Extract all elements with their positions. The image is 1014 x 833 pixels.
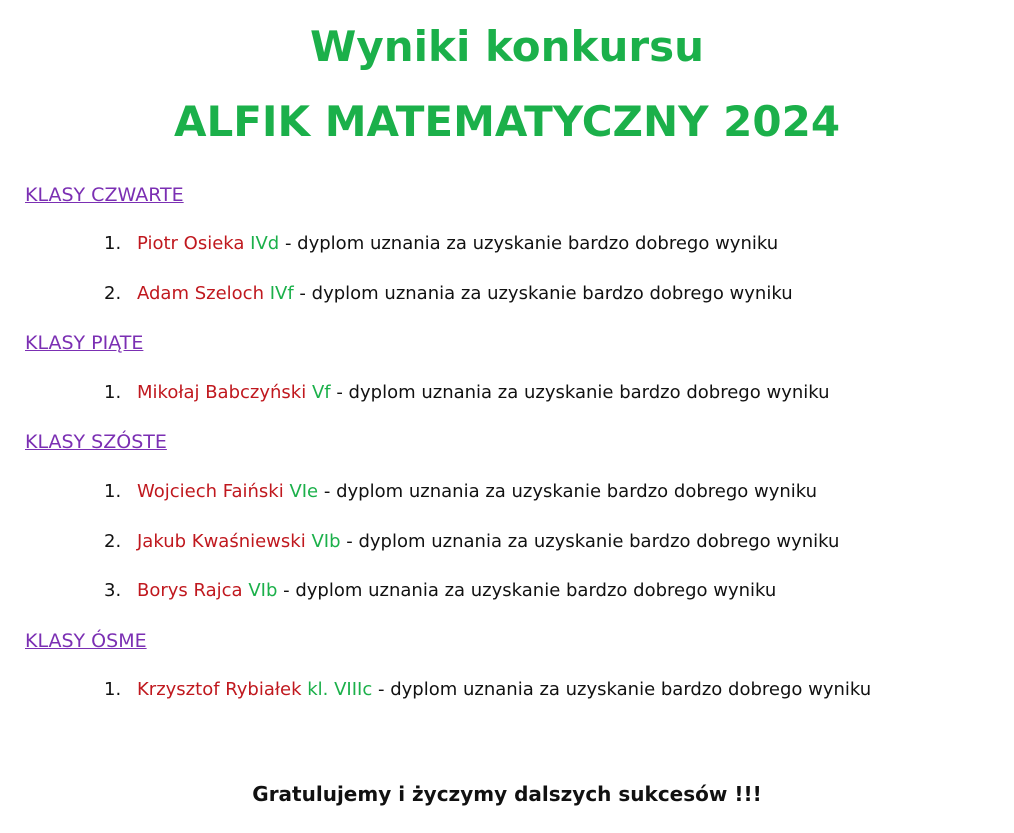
list-number: 1. (104, 233, 122, 254)
list-item (104, 381, 830, 405)
award-text: - dyplom uznania za uzyskanie bardzo dobrego wyniku (346, 531, 840, 552)
student-class: IVf (269, 283, 294, 304)
list-number: 1. (104, 481, 122, 502)
award-text: - dyplom uznania za uzyskanie bardzo dobrego wyniku (336, 382, 830, 403)
award-text: - dyplom uznania za uzyskanie bardzo dobrego wyniku (283, 580, 777, 601)
award-text: - dyplom uznania za uzyskanie bardzo dobrego wyniku (284, 233, 779, 254)
page-title: Wyniki konkursu (310, 22, 704, 71)
student-class: VIb (311, 531, 341, 552)
award-text: - dyplom uznania za uzyskanie bardzo dobrego wyniku (323, 481, 818, 502)
student-name: Borys Rajca (137, 580, 243, 601)
list-item (104, 579, 776, 603)
congratulations-footer: Gratulujemy i życzymy dalszych sukcesów !!! (252, 782, 762, 806)
list-item (104, 480, 817, 504)
list-item (104, 678, 871, 702)
list-number: 2. (104, 283, 122, 304)
student-name: Wojciech Faiński (137, 481, 284, 502)
student-name: Jakub Kwaśniewski (137, 531, 306, 552)
section-heading-sixth-grade: KLASY SZÓSTE (25, 431, 167, 453)
student-name: Adam Szeloch (137, 283, 264, 304)
award-text: - dyplom uznania za uzyskanie bardzo dobrego wyniku (299, 283, 793, 304)
student-class: kl. VIIIc (307, 679, 373, 700)
list-number: 3. (104, 580, 122, 601)
student-class: IVd (250, 233, 280, 254)
student-class: VIb (248, 580, 278, 601)
student-name: Piotr Osieka (137, 233, 245, 254)
section-heading-eighth-grade: KLASY ÓSME (25, 630, 147, 652)
contest-title: ALFIK MATEMATYCZNY 2024 (173, 97, 841, 146)
section-heading-fifth-grade: KLASY PIĄTE (25, 332, 144, 354)
student-class: Vf (311, 382, 331, 403)
list-number: 1. (104, 679, 122, 700)
list-number: 1. (104, 382, 122, 403)
list-item (104, 530, 839, 554)
section-heading-fourth-grade: KLASY CZWARTE (25, 184, 184, 206)
list-number: 2. (104, 531, 122, 552)
student-class: VIe (289, 481, 319, 502)
list-item (104, 282, 793, 306)
student-name: Krzysztof Rybiałek (137, 679, 302, 700)
list-item (104, 232, 778, 256)
award-text: - dyplom uznania za uzyskanie bardzo dobrego wyniku (378, 679, 872, 700)
student-name: Mikołaj Babczyński (137, 382, 307, 403)
